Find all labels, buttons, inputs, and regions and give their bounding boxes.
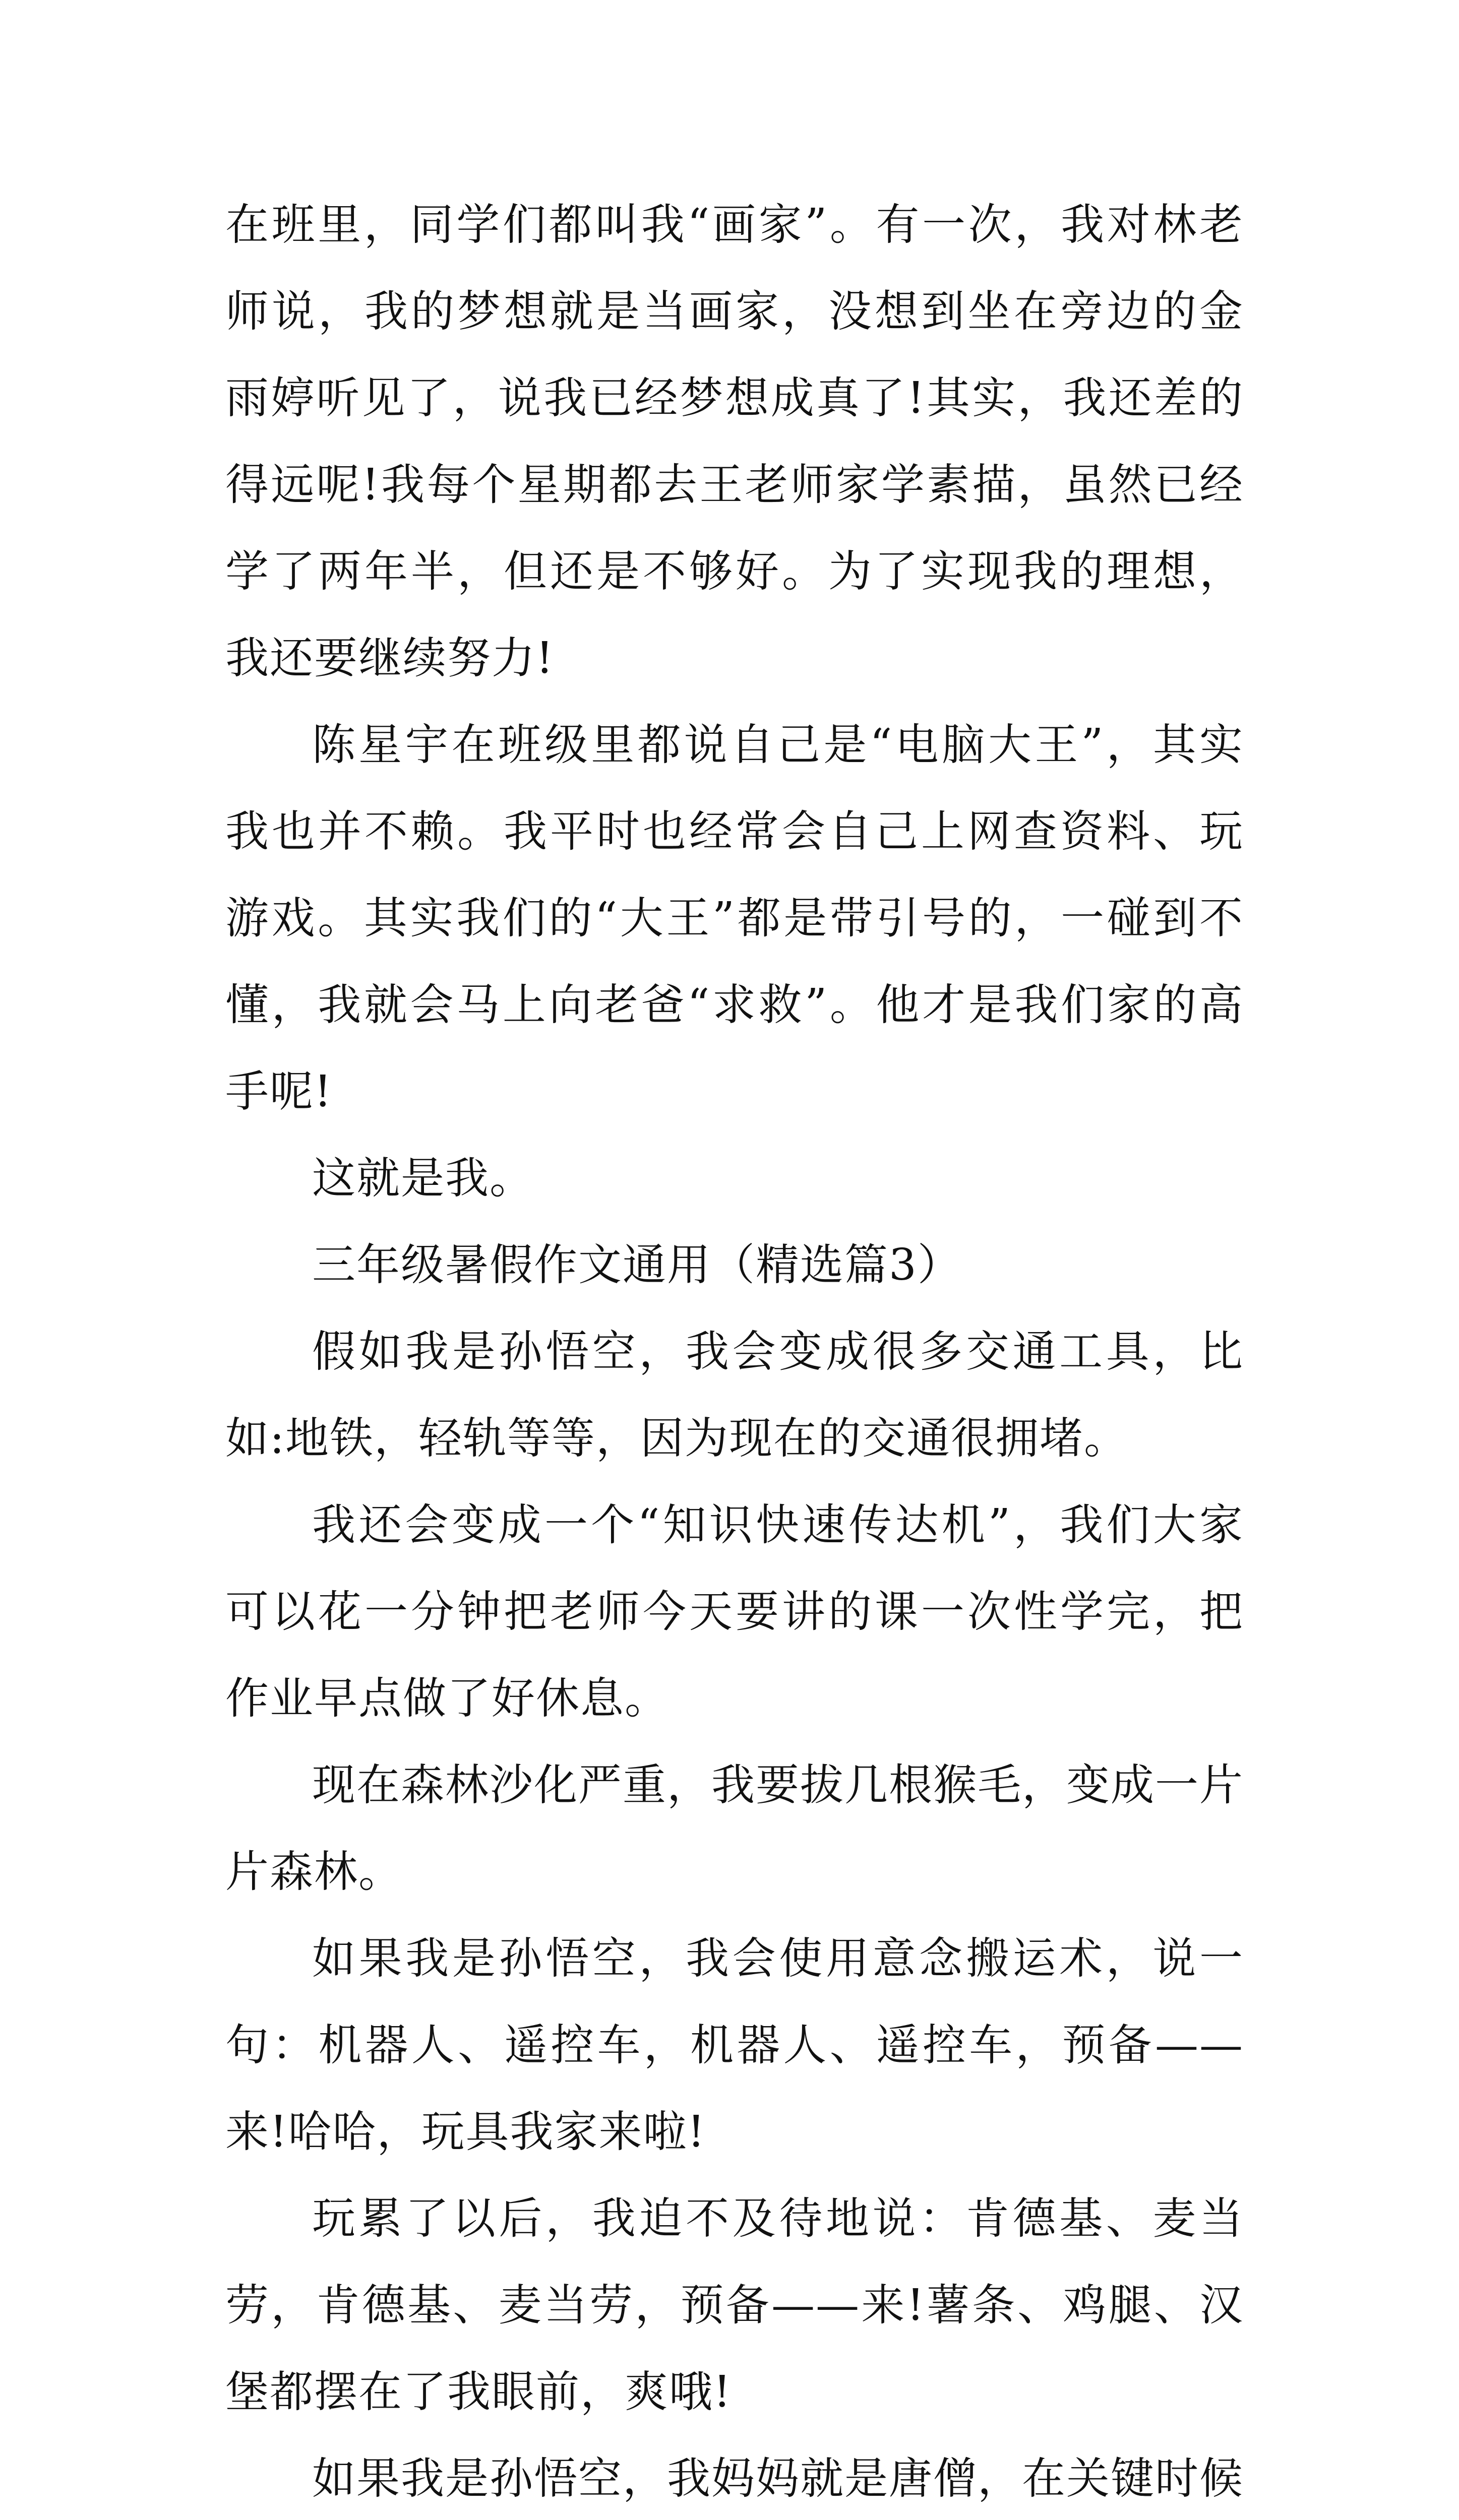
paragraph-this-is-me: 这就是我。 — [312, 1153, 534, 1204]
paragraph-transport: 假如我是孙悟空，我会变成很多交通工具，比如:地铁，轻轨等等，因为现在的交通很拥堵。 — [225, 1327, 1244, 1464]
paragraph-painter: 在班里，同学们都叫我“画家”。有一次，我对林老师说，我的梦想就是当画家，没想到坐在旁边的金雨婷听见了，说我已经梦想成真了!其实，我还差的得远呢!我每个星期都去王老师家学素描，虽然已经学了两年半，但还是不够好。为了实现我的理想，我还要继续努力! — [225, 200, 1244, 683]
document-body — [225, 181, 1244, 2520]
paragraph-forest: 现在森林沙化严重，我要拔几根猴毛，变成一片片森林。 — [225, 1760, 1244, 1897]
paragraph-mother-tang-monk: 如果我是孙悟空，我妈妈就是唐僧，在关键时候 — [312, 2453, 1244, 2504]
paragraph-fast-food: 玩累了以后，我迫不及待地说：肯德基、麦当劳，肯德基、麦当劳，预备——来!薯条、鸡腿、汉堡都摆在了我眼前，爽哦! — [225, 2193, 1244, 2417]
paragraph-knowledge-machine: 我还会变成一个“知识快速传达机”，我们大家可以花一分钟把老师今天要讲的课一次性学完，把作业早点做了好休息。 — [225, 1500, 1244, 1724]
paragraph-toys: 如果我是孙悟空，我会使用意念搬运术，说一句：机器人、遥控车，机器人、遥控车，预备——来!哈哈，玩具我家来啦! — [225, 1933, 1244, 2157]
section-heading: 三年级暑假作文通用（精选篇3） — [312, 1240, 962, 1290]
paragraph-computer-king: 陈星宇在班级里都说自己是“电脑大王”，其实我也并不赖。我平时也经常会自己上网查资料、玩游戏。其实我们的“大王”都是带引号的，一碰到不懂，我就会马上向老爸“求救”。他才是我们家的高手呢! — [225, 720, 1244, 1117]
